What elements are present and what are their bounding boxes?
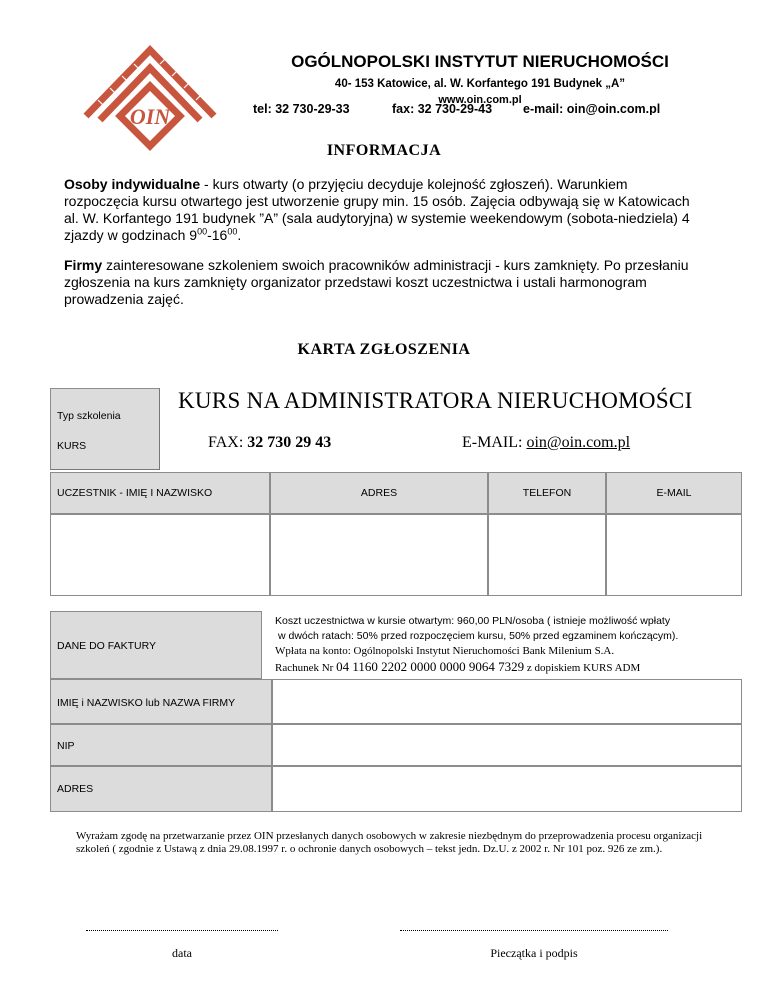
contact-line [245,103,715,115]
cost-info [275,614,745,676]
training-type-box [50,388,160,470]
fax-number: fax: 32 730-29-43 [392,103,493,115]
column-header-address: ADRES [270,472,488,514]
stamp-signature-line[interactable] [400,930,668,931]
invoice-data-label: DANE DO FAKTURY [57,640,156,652]
cost-line: Koszt uczestnictwa w kursie otwartym: 960,00 PLN/osoba ( istnieje możliwość wpłaty [275,615,671,627]
date-signature-line[interactable] [86,930,278,931]
company-name-label: IMIĘ i NAZWISKO lub NAZWA FIRMY [57,697,236,709]
date-label: data [172,946,192,960]
form-email [462,434,630,452]
bank-line: Wpłata na konto: Ogólnopolski Instytut Nieruchomości Bank Milenium S.A. [275,645,615,657]
start-hour-sup: 00 [197,226,208,237]
training-type-value: KURS [57,440,87,452]
invoice-address-field[interactable] [272,766,742,812]
form-fax-value: 32 730 29 43 [247,434,332,451]
companies-lead: Firmy [64,257,103,273]
phone-number: tel: 32 730-29-33 [253,103,350,115]
end-hour: -16 [207,227,228,243]
companies-text: zainteresowane szkoleniem swoich pracowników administracji - kurs zamknięty. Po przesłaniu zgłoszenia na kurs zamknięty organizator przedstawi koszt uczestnictwa i ustali harmonogram prowadzenia zajęć. [64,257,689,307]
form-email-link[interactable]: oin@oin.com.pl [526,434,631,451]
participant-phone-field[interactable] [488,514,606,596]
org-address: 40- 153 Katowice, al. W. Korfantego 191 Budynek „A” [334,78,626,90]
participant-table [50,472,742,596]
cost-line: w dwóch ratach: 50% przed rozpoczęciem kursu, 50% przed egzaminem kończącym). [278,630,679,642]
training-type-label: Typ szkolenia [57,410,121,422]
end-hour-sup: 00 [227,226,238,237]
participant-name-field[interactable] [50,514,270,596]
form-fax [208,434,331,452]
consent-text: Wyrażam zgodę na przetwarzanie przez OIN przesłanych danych osobowych w zakresie niezbędnym do przeprowadzenia procesu organizacji szkoleń ( zgodnie z Ustawą z dnia 29.08.1997 r. o ochronie danych osobowych – tekst jedn. Dz.U. z 2002 r. Nr 101 poz. 926 ze zm.). [76,830,703,855]
column-header-participant: UCZESTNIK - IMIĘ I NAZWISKO [50,472,270,514]
companies-paragraph [64,257,704,308]
individuals-text: - kurs otwarty (o przyjęciu decyduje kolejność zgłoszeń). Warunkiem rozpoczęcia kursu otwartego jest utworzenie grupy min. 15 osób. Zajęcia odbywają się w Katowicach al. W. Korfantego 191 budynek ”A” (sala audytoryjna) w systemie weekendowym (sobota-niedziela) 4 zjazdy w godzinach 9 [64,176,690,243]
column-header-email: E-MAIL [606,472,742,514]
nip-label: NIP [57,740,75,752]
form-fax-label: FAX: [208,434,248,451]
org-name: OGÓLNOPOLSKI INSTYTUT NIERUCHOMOŚCI [291,52,669,71]
account-note: z dopiskiem KURS ADM [524,662,641,674]
form-email-label: E-MAIL: [462,434,527,451]
individuals-paragraph [64,176,704,244]
nip-label-box [50,724,272,766]
account-label: Rachunek Nr [275,662,337,674]
stamp-label: Pieczątka i podpis [490,946,578,960]
org-website[interactable]: www.oin.com.pl [438,94,522,106]
nip-field[interactable] [272,724,742,766]
company-name-field[interactable] [272,679,742,724]
oin-logo [80,42,220,152]
course-title: KURS NA ADMINISTRATORA NIERUCHOMOŚCI [178,388,693,413]
info-title: INFORMACJA [326,142,442,159]
account-number: 04 1160 2202 0000 0000 9064 7329 [336,659,525,674]
participant-email-field[interactable] [606,514,742,596]
form-title: KARTA ZGŁOSZENIA [297,341,471,358]
email-address[interactable]: e-mail: oin@oin.com.pl [523,103,661,115]
column-header-phone: TELEFON [488,472,606,514]
invoice-address-label: ADRES [57,783,94,795]
participant-address-field[interactable] [270,514,488,596]
para-end: . [237,227,242,243]
individuals-lead: Osoby indywidualne [64,176,201,192]
logo-lettering: OIN [129,104,171,129]
